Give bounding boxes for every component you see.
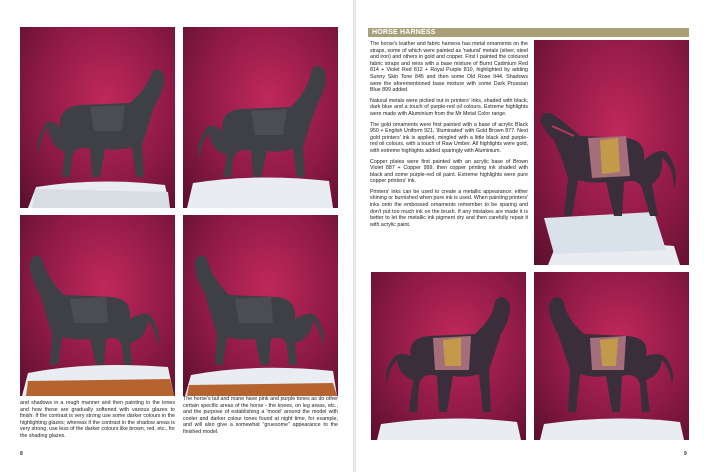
harness-paragraph-4: Copper plates were first painted with an acrylic base of Brown Violet 887 + Copper 999, then copper printing ink shaded with black and some purple-red oil paint. Extreme highlights were pure copper printers' ink. <box>370 158 528 185</box>
harness-paragraph-2: Natural metals were picked out in printers' inks, shaded with black, dark blue and a touch of purple-red oil colours. Extreme highlights were made with Aluminium from the Mr Metal Color range. <box>370 97 528 117</box>
harness-paragraph-5: Printers' inks can be used to create a metallic appearance; either shining or burnished when pure ink is used. When painting printers' inks onto the embossed ornaments remember to be sparing and don't put too much ink on the brush. If any mistakes are made it is better to let the metallic ink pigment dry and then carefully repair it with acrylic paint. <box>370 188 528 228</box>
gray-horse-figure <box>20 27 175 208</box>
photo-painted-horse-1 <box>534 40 689 265</box>
harness-paragraph-3: The gold ornaments were first painted with a base of acrylic Black 950 + English Uniform 921, 'illuminated' with Gold Brown 877. Next gold printers' ink is applied, mingled with a little black and purple-red oil colours, with a touch of Raw Umber. All highlights were gold, with extreme highlights added sparingly with Aluminium. <box>370 121 528 154</box>
harness-text-column <box>370 41 528 232</box>
left-bottom-text-col1 <box>20 400 175 444</box>
photo-painted-horse-3 <box>534 272 689 440</box>
harness-paragraph-1: The horse's leather and fabric harness has metal ornaments on the straps, some of which were painted as 'natural' metals (silver, steel and iron) and others in gold and copper. First I painted the coloured fabric straps and reins with a base mixture of Burnt Cadmium Red 814 + Violet Red 812 + Royal Purple 810, highlighted by adding Sunny Skin Tone 845 and then some Old Rose 944. Shadows were the aforementioned base mixture with some Dark Prussian Blue 899 added. <box>370 41 528 94</box>
painted-horse-figure <box>534 40 689 265</box>
painted-horse-figure <box>371 272 526 440</box>
gray-horse-figure <box>183 27 338 208</box>
photo-gray-horse-2 <box>183 27 338 208</box>
photo-gray-horse-3 <box>20 215 175 396</box>
photo-painted-horse-2 <box>371 272 526 440</box>
photo-gray-horse-4 <box>183 215 338 396</box>
photo-gray-horse-1 <box>20 27 175 208</box>
page-number-right: 9 <box>684 451 687 457</box>
gray-horse-figure <box>20 215 175 396</box>
section-title: HORSE HARNESS <box>372 29 436 36</box>
page-gutter <box>353 0 356 472</box>
left-bottom-text-col2 <box>183 396 338 440</box>
painted-horse-figure <box>534 272 689 440</box>
left-bottom-paragraph-1: and shadows in a rough manner and then painting in the tones and how these are gradually softened with various glazes to finish. If the contrast is very strong use some darker colours in the highlighting glazes; whereas if the contrast in the shadow areas is very strong, use less of the darker colours like brown, red, etc., for the shading glazes. <box>20 400 175 439</box>
gray-horse-figure <box>183 215 338 396</box>
left-bottom-paragraph-2: The horse's tail and mane have pink and purple tones as do other certain specific areas of the horse - the knees, on leg areas, etc., and the purpose of establishing a 'mood' around the model with cooler and darker colour tones found at night time, for example, and will also give a somewhat "gruesome" appearance to the finished model. <box>183 396 338 435</box>
page-number-left: 8 <box>20 451 23 457</box>
